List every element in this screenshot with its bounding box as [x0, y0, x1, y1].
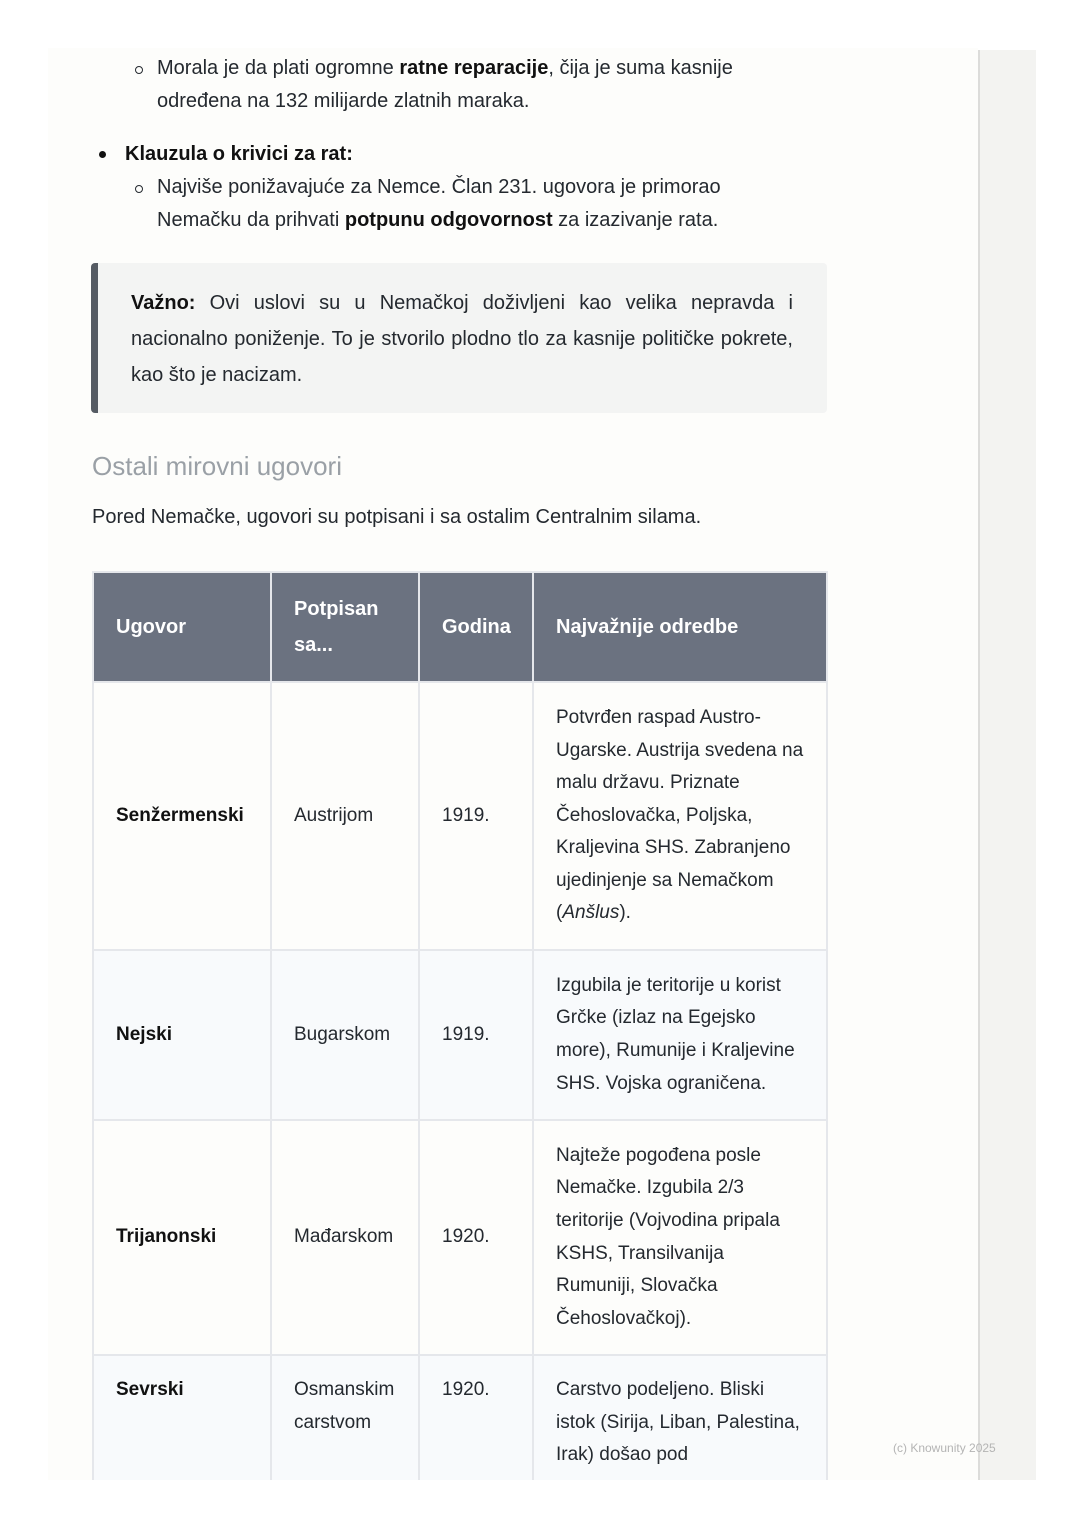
year: 1919.	[419, 682, 533, 950]
column-header-provisions: Najvažnije odredbe	[533, 572, 827, 682]
page-side-margin	[976, 50, 1036, 1480]
sub-list-item-text: Morala je da plati ogromne ratne reparacije, čija je suma kasnije određena na 132 milijarde zlatnih maraka.	[157, 57, 733, 112]
column-header-signed-with: Potpisan sa...	[271, 572, 419, 682]
callout-label: Važno:	[131, 292, 196, 314]
table-row	[93, 682, 827, 950]
document-page	[48, 48, 978, 1480]
table-row	[93, 1355, 827, 1480]
table-row	[93, 950, 827, 1120]
copyright-watermark: (c) Knowunity 2025	[893, 1441, 996, 1455]
treaties-table	[92, 571, 828, 1480]
column-header-year: Godina	[419, 572, 533, 682]
list-item-label: Klauzula o krivici za rat:	[125, 143, 353, 165]
section-heading: Ostali mirovni ugovori	[92, 451, 342, 481]
year: 1920.	[419, 1355, 533, 1480]
provisions: Carstvo podeljeno. Bliski istok (Sirija, Liban, Palestina, Irak) došao pod	[533, 1355, 827, 1480]
bullet-icon	[99, 151, 106, 158]
treaty-name: Nejski	[93, 950, 271, 1120]
section-intro: Pored Nemačke, ugovori su potpisani i sa ostalim Centralnim silama.	[92, 506, 702, 528]
table-header-row	[93, 572, 827, 682]
hollow-bullet-icon	[135, 185, 143, 193]
column-header-treaty: Ugovor	[93, 572, 271, 682]
sub-list-item-text: Najviše ponižavajuće za Nemce. Član 231. ugovora je primorao Nemačku da prihvati potpunu odgovornost za izazivanje rata.	[157, 176, 721, 231]
signed-with: Mađarskom	[271, 1120, 419, 1355]
year: 1920.	[419, 1120, 533, 1355]
callout-text: Važno: Ovi uslovi su u Nemačkoj doživljeni kao velika nepravda i nacionalno poniženje. To je stvorilo plodno tlo za kasnije političke pokrete, kao što je nacizam.	[131, 292, 793, 386]
hollow-bullet-icon	[135, 66, 143, 74]
signed-with: Bugarskom	[271, 950, 419, 1120]
treaty-name: Trijanonski	[93, 1120, 271, 1355]
provisions: Najteže pogođena posle Nemačke. Izgubila 2/3 teritorije (Vojvodina pripala KSHS, Transilvanija Rumuniji, Slovačka Čehoslovačkoj).	[533, 1120, 827, 1355]
year: 1919.	[419, 950, 533, 1120]
treaty-name: Senžermenski	[93, 682, 271, 950]
provisions: Potvrđen raspad Austro-Ugarske. Austrija svedena na malu državu. Priznate Čehoslovačka, Poljska, Kraljevina SHS. Zabranjeno ujedinjenje sa Nemačkom (Anšlus).	[533, 682, 827, 950]
provisions: Izgubila je teritorije u korist Grčke (izlaz na Egejsko more), Rumunije i Kraljevine SHS. Vojska ograničena.	[533, 950, 827, 1120]
important-callout	[91, 263, 827, 413]
table-row	[93, 1120, 827, 1355]
signed-with: Osmanskim carstvom	[271, 1355, 419, 1480]
treaty-name: Sevrski	[93, 1355, 271, 1480]
signed-with: Austrijom	[271, 682, 419, 950]
